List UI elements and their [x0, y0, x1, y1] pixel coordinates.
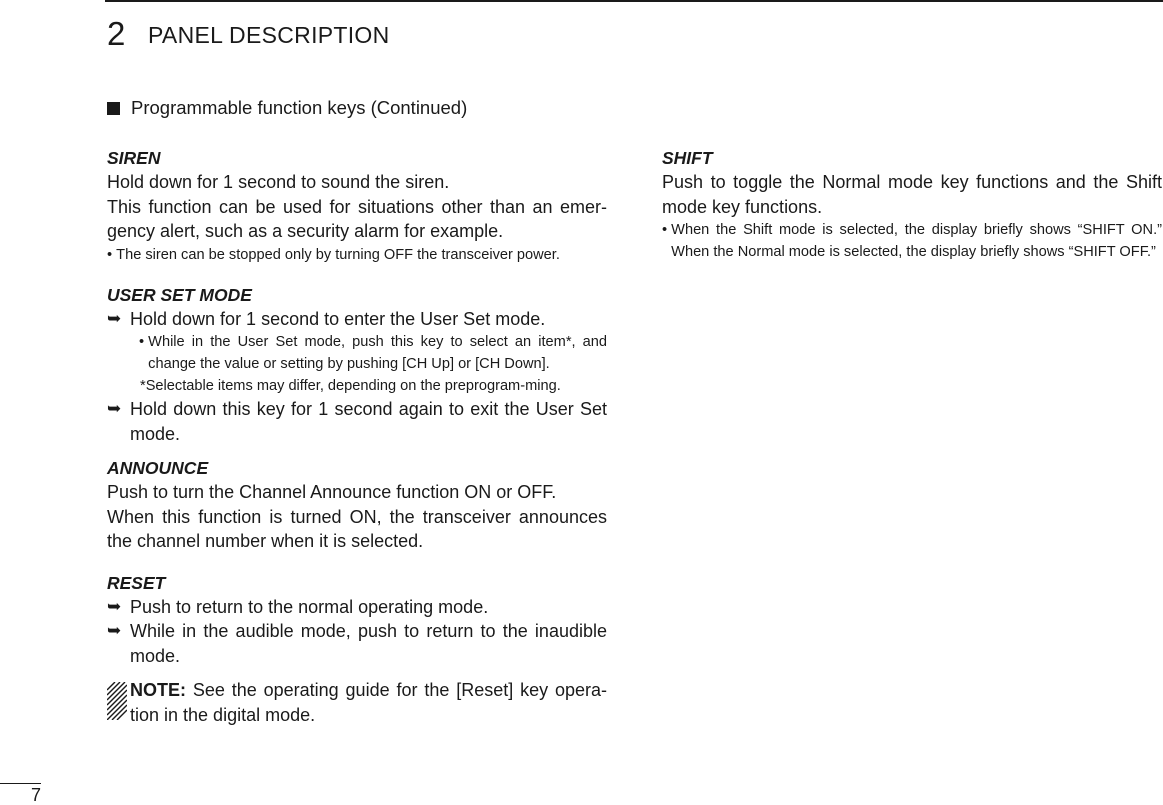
chapter-number: 2: [107, 15, 126, 52]
user-set-sub-bullet-text: While in the User Set mode, push this key to select an item*, and change the value or setting by pushing [CH Up] or [CH Down].: [148, 334, 607, 372]
user-set-step-2-text: Hold down this key for 1 second again to exit the User Set mode.: [130, 399, 607, 444]
note-label: NOTE:: [130, 680, 186, 700]
right-column: [662, 146, 1162, 263]
siren-bullet: [107, 244, 607, 266]
shift-line-1: Push to toggle the Normal mode key functions and the Shift mode key functions.: [662, 172, 1162, 217]
bullet-mark: •: [107, 246, 113, 263]
siren-bullet-text: The siren can be stopped only by turning OFF the transceiver power.: [116, 246, 560, 263]
arrow-icon: ➥: [107, 399, 122, 418]
arrow-icon: ➥: [107, 596, 122, 616]
user-set-step-2: [107, 397, 607, 446]
user-set-sub-bullet: [107, 331, 607, 375]
siren-line-2: This function can be used for situations other than an emer-gency alert, such as a security alarm for example.: [107, 196, 607, 241]
note-text: [130, 678, 607, 727]
chapter-title: PANEL DESCRIPTION: [148, 22, 390, 48]
reset-step-2: [107, 619, 607, 668]
reset-heading: RESET: [107, 572, 166, 593]
arrow-icon: ➥: [107, 308, 122, 328]
shift-bullet-text: When the Shift mode is selected, the display briefly shows “SHIFT ON.” When the Normal mode is selected, the display briefly shows “SHIFT OFF.”: [671, 222, 1162, 260]
user-set-footnote: [107, 375, 607, 397]
page-number-rule: [0, 783, 41, 784]
user-set-footnote-text: Selectable items may differ, depending on the preprogram-ming.: [145, 378, 561, 394]
note-hatch-icon: [107, 682, 127, 720]
shift-heading: SHIFT: [662, 148, 713, 168]
left-column: [107, 146, 607, 727]
announce-line-2: When this function is turned ON, the transceiver announces the channel number when it is selected.: [107, 506, 607, 551]
page-number: 7: [31, 785, 42, 805]
reset-step-1: [107, 595, 607, 620]
shift-bullet: [662, 219, 1162, 263]
top-rule: [105, 0, 1163, 2]
bullet-mark: •: [662, 222, 668, 238]
bullet-mark: •: [139, 334, 145, 350]
announce-line-1: Push to turn the Channel Announce function ON or OFF.: [107, 482, 557, 502]
section-title: Programmable function keys (Continued): [131, 97, 468, 118]
note-body: See the operating guide for the [Reset] key opera-tion in the digital mode.: [130, 680, 607, 725]
footnote-mark: *: [140, 378, 146, 394]
siren-heading: SIREN: [107, 148, 161, 168]
reset-step-2-text: While in the audible mode, push to return to the inaudible mode.: [130, 621, 607, 666]
reset-step-1-text: Push to return to the normal operating mode.: [130, 596, 489, 617]
user-set-step-1: [107, 307, 607, 332]
user-set-mode-heading: USER SET MODE: [107, 284, 252, 305]
square-bullet-icon: [107, 102, 120, 115]
announce-heading: ANNOUNCE: [107, 458, 209, 478]
user-set-step-1-text: Hold down for 1 second to enter the User Set mode.: [130, 308, 546, 329]
siren-line-1: Hold down for 1 second to sound the siren.: [107, 172, 450, 192]
arrow-icon: ➥: [107, 621, 122, 640]
reset-note: [107, 678, 607, 727]
section-heading: [107, 96, 467, 120]
